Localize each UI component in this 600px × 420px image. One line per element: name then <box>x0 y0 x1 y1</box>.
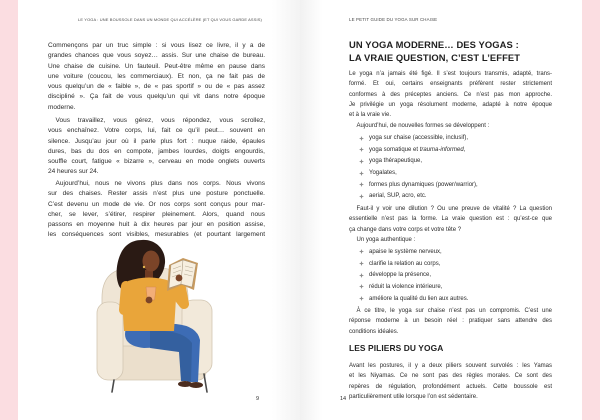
paragraph <box>48 179 265 241</box>
running-head: LE YOGA : UNE BOUSSOLE DANS UN MONDE QUI ACCÉLÈRE (ET QUI VOUS GARDE ASSIS) <box>78 17 262 22</box>
list-item <box>349 132 552 144</box>
paragraph-line: conditions idéales. <box>349 328 399 335</box>
list-item <box>349 269 552 281</box>
paragraph-line: réponse moderne à un besoin réel : pratiquer sans attendre des <box>349 318 552 325</box>
list-item-text: formes plus dynamiques (power/warrior), <box>369 181 478 188</box>
heading-line: LA VRAIE QUESTION, C’EST L’EFFET <box>349 52 521 63</box>
list-item-text: apaise le système nerveux, <box>369 248 442 255</box>
bullet-icon <box>359 147 364 152</box>
list-item-text: réduit la violence intérieure, <box>369 283 443 290</box>
paragraph-line: Aujourd’hui, nous ne vivons plus dans nos corps. Nous vivons <box>55 180 265 187</box>
list-item <box>349 144 552 156</box>
paragraph-line: une voiture (coucou, les commerciaux). Et non, ça ne fait pas de <box>48 72 265 80</box>
paragraph <box>349 306 552 337</box>
paragraph-line: vous quelqu’un de « faible », de « pas sportif » ou de « pas assez <box>48 83 265 91</box>
paragraph-line: 24 heures sur 24. <box>48 168 99 176</box>
reading-woman-illustration <box>92 236 220 394</box>
armchair-leg-left <box>112 380 114 392</box>
heading-line: UN YOGA MODERNE… DES YOGAS : <box>349 39 519 50</box>
paragraph-line: Aujourd’hui, de nouvelles formes se développent : <box>356 123 490 129</box>
list-item-text: aerial, SUP, acro, etc. <box>369 193 427 200</box>
paragraph-line: Un yoga authentique : <box>356 237 416 243</box>
list-item-text: yoga thérapeutique, <box>369 158 423 165</box>
list-item <box>349 246 552 258</box>
list-item <box>349 281 552 293</box>
paragraph-line: vous enchaînez. Votre corps, lui, fait ce qu’il peut… souvent en <box>48 127 265 135</box>
shoe-right <box>189 382 203 388</box>
paragraph-line: Je privilégie un yoga résolument moderne, adapté à notre époque <box>349 101 552 108</box>
paragraph-line: moderne. <box>48 103 76 111</box>
paragraph <box>349 204 552 235</box>
paragraph-line: ça change dans votre corps et votre tête ? <box>349 226 462 233</box>
page-number: 14 <box>340 396 347 402</box>
hand-right <box>176 275 183 282</box>
bullet-icon <box>359 273 364 278</box>
list-item <box>349 258 552 270</box>
paragraph-line: les conséquences sont visibles, mesurables (et pourtant largement <box>48 231 265 239</box>
bullet-list <box>349 132 552 202</box>
bullet-icon <box>359 261 364 266</box>
paragraph <box>349 235 552 245</box>
paragraph <box>349 361 552 402</box>
paragraph <box>349 69 552 120</box>
paragraph <box>48 41 265 113</box>
list-item-text-tail: , <box>463 146 466 153</box>
bullet-icon <box>359 159 364 164</box>
list-item-text: clarifie la relation au corps, <box>369 260 441 267</box>
list-item-text-plain: yoga somatique et <box>369 146 420 153</box>
paragraph-line: silence. Jusqu’au jour où il parle plus fort : nuque raide, épaules <box>48 137 265 145</box>
running-head: LE PETIT GUIDE DU YOGA SUR CHAISE <box>349 17 438 22</box>
list-item-text: développe la présence, <box>369 272 432 279</box>
list-item-text <box>369 147 465 153</box>
list-item <box>349 191 552 203</box>
left-page <box>18 0 300 420</box>
list-item <box>349 179 552 191</box>
paragraph-line: Le yoga n’a jamais été figé. Il s’est toujours transmis, adapté, trans- <box>349 71 552 77</box>
bullet-list <box>349 246 552 304</box>
paragraph-line: et les Niyamas. Ce ne sont pas des règles morales. Ce sont des <box>349 373 552 380</box>
paragraph-line: Une chaise de cuisine. Un fauteuil. Peut-être même en pause dans <box>48 62 265 70</box>
right-page <box>300 0 582 420</box>
paragraph-line: Faut-il y voir une dilution ? Ou une preuve de vitalité ? La question <box>356 206 552 212</box>
paragraph <box>48 116 265 178</box>
bullet-icon <box>359 296 364 301</box>
section-heading <box>349 342 552 354</box>
paragraph-line: Commençons par un truc simple : si vous lisez ce livre, il y a de <box>48 42 265 49</box>
list-item-text: améliore la qualité du lien aux autres. <box>369 295 469 302</box>
bullet-icon <box>359 182 364 187</box>
right-body-text <box>349 0 552 420</box>
list-item-text: yoga sur chaise (accessible, inclusif), <box>369 135 469 142</box>
hand-left <box>146 297 153 304</box>
paragraph-line: passons en moyenne huit à dix heures par jour en position assise, <box>48 221 265 229</box>
paragraph-line: souffle court, fatigue « bizarre », cerveau en mode onglets ouverts <box>48 158 265 166</box>
list-item <box>349 156 552 168</box>
paragraph-line: particulièrement utile lorsque l’on est sédentaire. <box>349 393 478 400</box>
page-number: 9 <box>256 396 260 402</box>
paragraph-line: grandes chances que vous soyez… assis. Sur une chaise de bureau. <box>48 52 265 60</box>
paragraph-line: essentielle n’est pas la forme. La vraie question est : qu’est-ce que <box>349 216 552 223</box>
paragraph-line: Avant les postures, il y a deux piliers souvent survolés : les Yamas <box>349 363 552 369</box>
paragraph-line: cher, se lever, s’étirer, respirer pleinement. Alors, quand nous <box>48 210 265 218</box>
paragraph-line: Vous travaillez, vous gérez, vous répondez, vous scrollez, <box>55 117 265 124</box>
armchair-arm-left <box>97 302 123 380</box>
paragraph-line: formé. Et oui, certains enseignants préfèrent rester strictement <box>349 81 552 88</box>
bullet-icon <box>359 249 364 254</box>
armchair-leg-right <box>204 374 207 392</box>
paragraph-line: À ce titre, le yoga sur chaise n’est pas un compromis. C’est une <box>356 308 552 314</box>
bullet-icon <box>359 136 364 141</box>
paragraph-line: C’est devenu un mode de vie. Or nos corps sont conçus pour mar- <box>48 200 265 208</box>
paragraph-line: sur des chaises. Rester assis n’est plus une posture ponctuelle. <box>48 190 265 198</box>
paragraph <box>349 121 552 131</box>
paragraph-line: conformes à des préceptes anciens. Ce n’est pas mon approche. <box>349 91 552 98</box>
paragraph-line: discipliné ». Ça fait de vous quelqu’un qui vit dans notre époque <box>48 93 265 101</box>
paragraph-line: dures, bas du dos en compote, jambes lourdes, doigts engourdis, <box>48 147 265 155</box>
bullet-icon <box>359 194 364 199</box>
list-item-text-italic: trauma-informed <box>419 146 464 153</box>
list-item <box>349 293 552 305</box>
face <box>143 251 160 272</box>
paragraph-line: repères de régulation, profondément actuels. Cette boussole est <box>349 383 552 390</box>
heading-line: LES PILIERS DU YOGA <box>349 343 444 353</box>
bullet-icon <box>359 284 364 289</box>
bullet-icon <box>359 171 364 176</box>
list-item <box>349 167 552 179</box>
earring <box>143 266 145 268</box>
paragraph-line: et à la vraie vie. <box>349 112 392 119</box>
list-item-text: Yogalates, <box>369 170 397 177</box>
